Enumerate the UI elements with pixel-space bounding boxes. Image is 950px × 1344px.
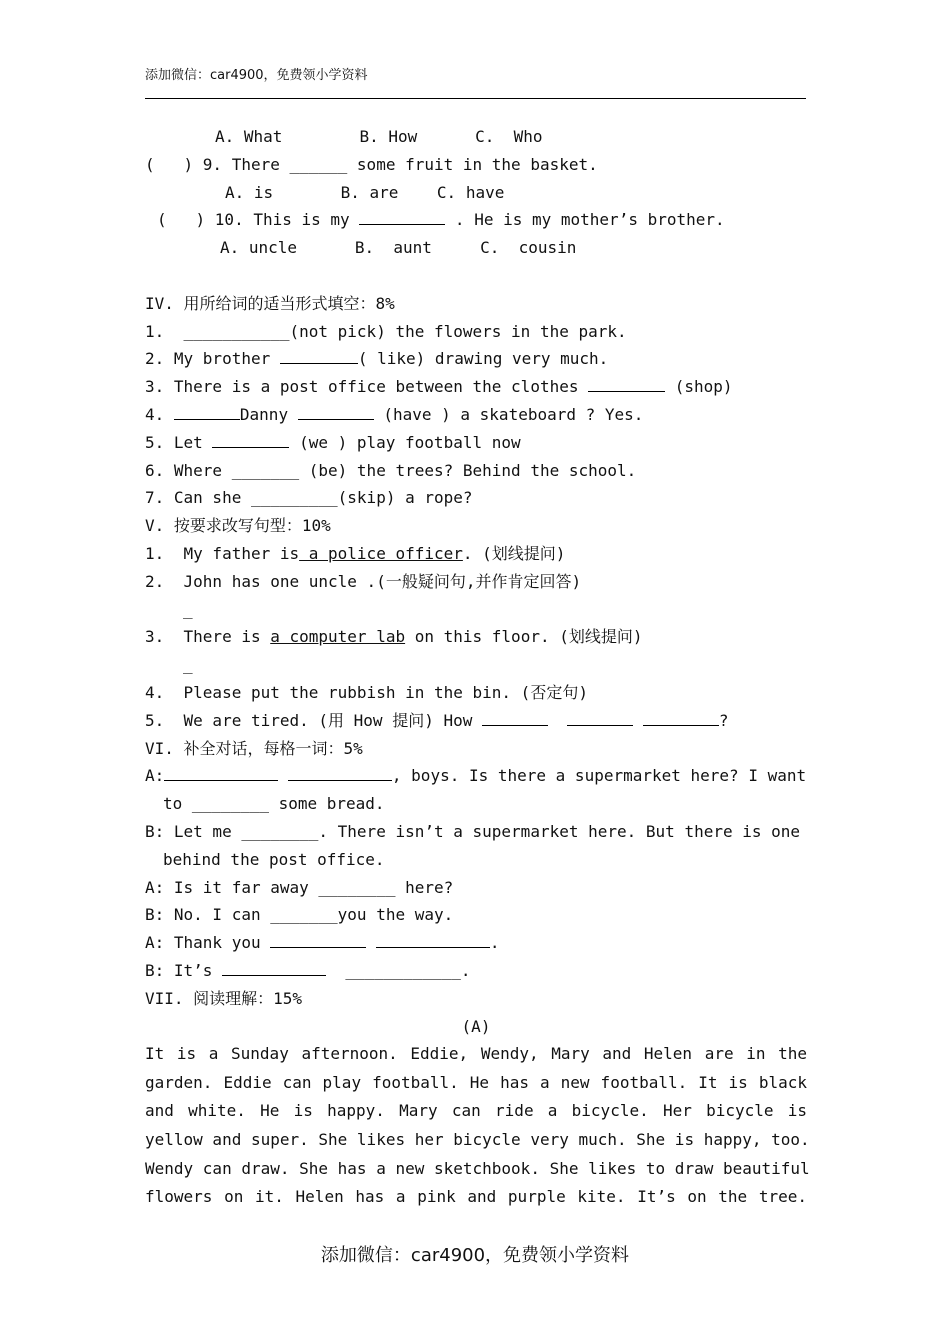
answer-blank (567, 707, 633, 726)
v-item-5: 5. We are tired. (用 How 提问) How ? (145, 707, 807, 735)
worksheet-body (145, 123, 810, 1212)
passage-line: yellow and super. She likes her bicycle very much. She is happy, too. (145, 1130, 810, 1150)
iv-item-3: 3. There is a post office between the clothes (shop) (145, 373, 807, 401)
iv-item-7: 7. Can she _________(skip) a rope? (145, 488, 473, 508)
answer-blank (588, 373, 665, 392)
answer-blank (482, 707, 548, 726)
passage-line: garden. Eddie can play football. He has a new football. It is black (145, 1072, 807, 1092)
q10-options: A. uncle B. aunt C. cousin (220, 238, 577, 258)
dialogue-a1-cont: to ________ some bread. (163, 794, 385, 814)
passage-line: Wendy can draw. She has a new sketchbook. She likes to draw beautiful (145, 1158, 810, 1178)
q10: ( ) 10. This is my . He is my mother’s brother. (145, 206, 807, 234)
dialogue-a2: A: Is it far away ________ here? (145, 877, 454, 897)
iv-item-2: 2. My brother ( like) drawing very much. (145, 345, 807, 373)
section-v-title: V. 按要求改写句型：10% (145, 516, 331, 536)
answer-blank (376, 929, 490, 948)
header-watermark: 添加微信：car4900，免费领小学资料 (145, 68, 368, 83)
answer-blank (270, 929, 366, 948)
q8-options: A. What B. How C. Who (215, 127, 543, 146)
answer-line: _ (183, 599, 193, 619)
q9-options: A. is B. are C. have (225, 182, 505, 202)
q9: ( ) 9. There ______ some fruit in the basket. (145, 154, 598, 174)
dialogue-b2: B: No. I can _______you the way. (145, 905, 454, 925)
dialogue-a1: A: , boys. Is there a supermarket here? I want (145, 762, 807, 790)
header-rule (145, 98, 806, 99)
v-item-3: 3. There is a computer lab on this floor. (划线提问) (145, 627, 643, 647)
passage-line: flowers on it. Helen has a pink and purple kite. It’s on the tree. (145, 1187, 807, 1207)
v-item-4: 4. Please put the rubbish in the bin. (否定句) (145, 682, 588, 702)
answer-blank (288, 762, 392, 781)
answer-blank (212, 429, 289, 448)
footer-watermark: 添加微信：car4900，免费领小学资料 (320, 1245, 630, 1266)
answer-blank (298, 401, 374, 420)
iv-item-1: 1. ___________(not pick) the flowers in the park. (145, 321, 627, 341)
answer-blank (643, 707, 719, 726)
spacer (145, 262, 807, 290)
answer-blank (164, 762, 278, 781)
iv-item-5: 5. Let (we ) play football now (145, 429, 807, 457)
answer-blank (359, 206, 445, 225)
dialogue-b1-cont: behind the post office. (163, 849, 385, 869)
dialogue-b1: B: Let me ________. There isn’t a supermarket here. But there is one (145, 821, 801, 841)
answer-line: _ (183, 655, 193, 675)
passage-line: and white. He is happy. Mary can ride a bicycle. Her bicycle is (145, 1101, 807, 1121)
iv-item-4: 4. Danny (have ) a skateboard ? Yes. (145, 401, 807, 429)
passage-label: (A) (461, 1016, 491, 1036)
section-vii-title: VII. 阅读理解：15% (145, 988, 303, 1008)
v-item-2: 2. John has one uncle .(一般疑问句,并作肯定回答) (145, 571, 582, 591)
answer-blank (280, 345, 358, 364)
section-iv-title: IV. 用所给词的适当形式填空：8% (145, 293, 395, 313)
passage-line: It is a Sunday afternoon. Eddie, Wendy, Mary and Helen are in the (145, 1044, 807, 1064)
dialogue-a3: A: Thank you . (145, 929, 807, 957)
dialogue-b3: B: It’s ____________. (145, 957, 807, 985)
v-item-1: 1. My father is a police officer. (划线提问) (145, 543, 566, 563)
answer-blank (174, 401, 240, 420)
answer-blank (222, 957, 326, 976)
section-vi-title: VI. 补全对话，每格一词：5% (145, 738, 363, 758)
iv-item-6: 6. Where _______ (be) the trees? Behind the school. (145, 460, 637, 480)
